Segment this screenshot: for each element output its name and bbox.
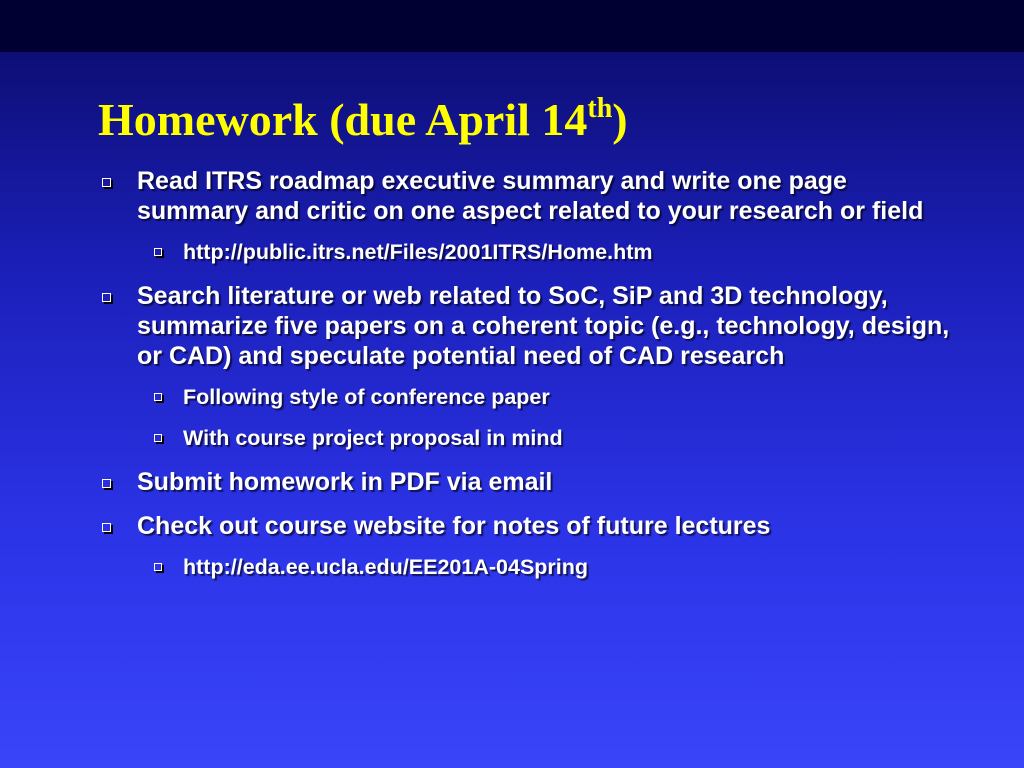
bullet-item-course-website bbox=[100, 511, 957, 541]
title-superscript: th bbox=[587, 93, 613, 124]
bullet-text: Read ITRS roadmap executive summary and write one page summary and critic on one aspect related to your research or field bbox=[137, 167, 924, 225]
bullet-text: Submit homework in PDF via email bbox=[137, 468, 553, 496]
hollow-square-icon bbox=[154, 393, 162, 401]
slide-top-bar bbox=[0, 0, 1024, 52]
bullet-text: With course project proposal in mind bbox=[183, 426, 563, 450]
bullet-text: Check out course website for notes of future lectures bbox=[137, 512, 771, 540]
bullet-text: Search literature or web related to SoC, SiP and 3D technology, summarize five papers on a coherent topic (e.g., technology, design, or CAD) and speculate potential need of CAD research bbox=[137, 282, 950, 370]
hollow-square-icon bbox=[102, 293, 111, 302]
bullet-item-read-itrs bbox=[100, 166, 957, 226]
hollow-square-icon bbox=[154, 563, 162, 571]
bullet-list bbox=[100, 166, 970, 596]
bullet-item-search-literature bbox=[100, 281, 957, 371]
sub-bullet-course-link bbox=[137, 553, 970, 581]
hollow-square-icon bbox=[102, 523, 111, 532]
slide-title bbox=[98, 92, 628, 148]
itrs-link[interactable]: http://public.itrs.net/Files/2001ITRS/Home.htm bbox=[183, 240, 653, 264]
bullet-item-submit-pdf bbox=[100, 467, 957, 497]
hollow-square-icon bbox=[102, 178, 111, 187]
title-close: ) bbox=[612, 94, 628, 145]
sub-bullet-itrs-link bbox=[137, 238, 970, 266]
hollow-square-icon bbox=[154, 434, 162, 442]
title-main: Homework (due April 14 bbox=[98, 94, 588, 145]
hollow-square-icon bbox=[154, 248, 162, 256]
course-website-link[interactable]: http://eda.ee.ucla.edu/EE201A-04Spring bbox=[183, 555, 589, 579]
sub-bullet-project-proposal bbox=[137, 424, 970, 452]
hollow-square-icon bbox=[102, 479, 111, 488]
bullet-text: Following style of conference paper bbox=[183, 385, 550, 409]
sub-bullet-conference-style bbox=[137, 383, 970, 411]
